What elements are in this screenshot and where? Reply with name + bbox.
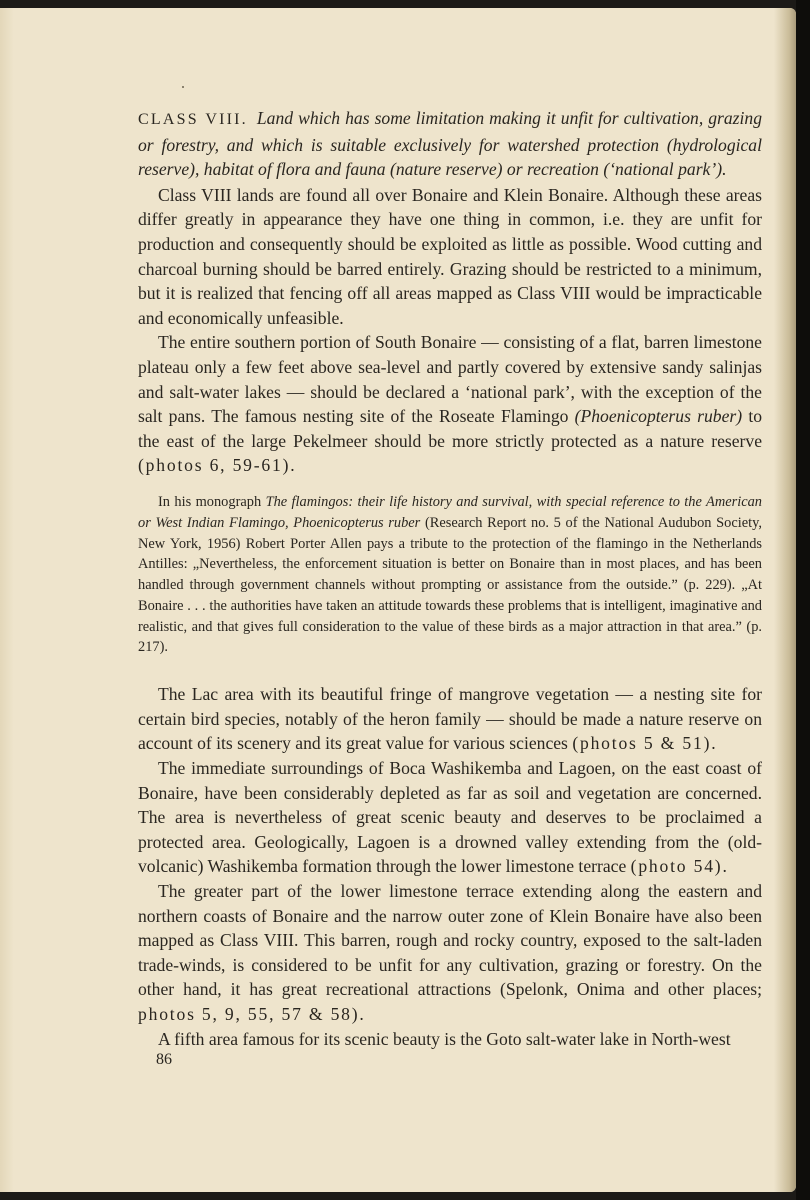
photo-reference: photos 5, 9, 55, 57 & 58). [138,1004,366,1024]
paragraph-south-bonaire [138,330,762,478]
paragraph-class-viii-lands: Class VIII lands are found all over Bonaire and Klein Bonaire. Although these areas differ greatly in appearance they have one thing in common, i.e. they are unfit for production and consequently should be exploited as little as possible. Wood cutting and charcoal burning should be barred entirely. Grazing should be restricted to a minimum, but it is realized that fencing off all areas mapped as Class VIII would be impracticable and economically unfeasible. [138,184,762,328]
note-text: (Research Report no. 5 of the National Audubon Society, New York, 1956) Robert Porter Allen pays a tribute to the protection of the flamingo in the Netherlands Antilles: „Nevertheless, the enforcement situation is better on Bonaire than in most places, and has been handled through government channels without prompting or assistance from the outside.” (p. 229). „At Bonaire . . . the authorities have taken an attitude towards these problems that is intelligent, imaginative and realistic, and that gives full consideration to the value of these birds as a major attraction in that area.” (p. 217). [138,514,762,656]
book-page [0,8,796,1192]
paragraph-boca-washikemba [138,756,762,879]
page-body [138,106,762,1051]
paragraph-text: The greater part of the lower limestone terrace extending along the eastern and northern coasts of Bonaire and the narrow outer zone of Klein Bonaire have also been mapped as Class VIII. This barren, rough and rocky country, exposed to the salt-laden trade-winds, is considered to be unfit for any cultivation, grazing or forestry. On the other hand, it has great recreational attractions (Spelonk, Onima and other places; [138,881,762,1000]
paragraph-text: to the east of the large Pekelmeer should be more strictly protected as a nature reserve [138,406,763,451]
paragraph-text: The entire southern portion of South Bonaire — consisting of a flat, barren limestone plateau only a few feet above sea-level and partly covered by extensive sandy salinjas and salt-water lakes — should be declared a ‘national park’, with the exception of the salt pans. The famous nesting site of the Roseate Flamingo [138,332,762,427]
scan-border [796,0,810,1200]
class-definition: Land which has some limitation making it unfit for cultivation, grazing or forestry, and which is suitable exclusively for watershed protection (hydrological reserve), habitat of flora and fauna (nature reserve) or recreation (‘national park’). [138,108,763,180]
photo-reference: (photos 6, 59-61). [138,455,297,476]
paragraph-lac-area [138,682,762,756]
page-binding-shadow [0,8,14,1192]
class-label: CLASS VIII. [138,111,248,128]
page-edge-shadow [774,8,796,1192]
note-paragraph [138,492,762,658]
photo-reference: (photo 54). [630,856,729,877]
paragraph-text: The immediate surroundings of Boca Washikemba and Lagoen, on the east coast of Bonaire, have been considerably depleted as far as soil and vegetation are concerned. The area is nevertheless of great scenic beauty and deserves to be proclaimed a protected area. Geologically, Lagoen is a drowned valley extending from the (old-volcanic) Washikemba formation through the lower limestone terrace [138,758,762,877]
paragraph-goto-lake: A fifth area famous for its scenic beauty is the Goto salt-water lake in North-west [158,1028,731,1049]
paper-speck [182,86,184,88]
paragraph-limestone-terrace [138,879,762,1027]
paragraph-text: The Lac area with its beautiful fringe of mangrove vegetation — a nesting site for certain bird species, notably of the heron family — should be made a nature reserve on account of its scenery and its great value for various sciences [138,684,762,754]
species-name: (Phoenicopterus ruber) [574,406,743,427]
page-number: 86 [156,1051,172,1068]
monograph-note [138,492,762,658]
class-heading [138,106,762,182]
note-text: In his monograph [158,493,266,510]
monograph-title: The flamingos: their life history and survival, with special reference to the American or West Indian Flamingo, Phoenicopterus ruber [138,493,762,531]
photo-reference: (photos 5 & 51). [572,733,718,754]
